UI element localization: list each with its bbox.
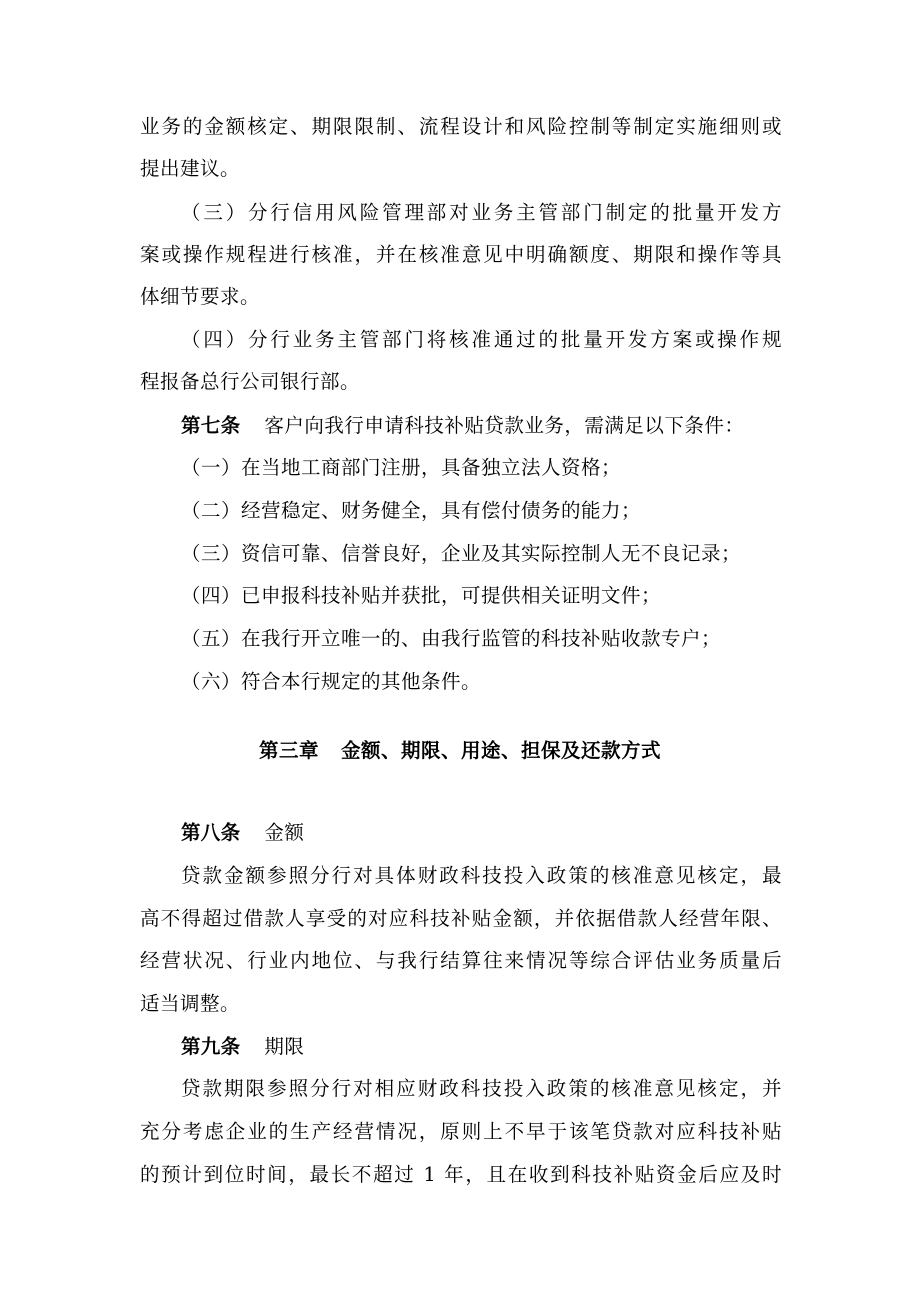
list-item: （一）在当地工商部门注册，具备独立法人资格； (181, 456, 622, 479)
chapter-heading (0, 737, 920, 765)
paragraph-line: 程报备总行公司银行部。 (140, 370, 361, 393)
paragraph-line: 提出建议。 (140, 157, 241, 180)
article-title: 期限 (264, 1035, 305, 1058)
list-item: （三）资信可靠、信誉良好，企业及其实际控制人无不良记录； (181, 542, 742, 565)
article-text: 客户向我行申请科技补贴贷款业务，需满足以下条件： (264, 414, 745, 437)
article-8-heading (181, 819, 304, 847)
article-label: 第九条 (181, 1035, 241, 1058)
list-item: （六）符合本行规定的其他条件。 (181, 670, 482, 693)
list-item: （四）已申报科技补贴并获批，可提供相关证明文件； (181, 584, 662, 607)
list-item: （二）经营稳定、财务健全，具有偿付债务的能力； (181, 499, 642, 522)
paragraph-line: 贷款金额参照分行对具体财政科技投入政策的核准意见核定，最 (181, 864, 782, 887)
chapter-title: 金额、期限、用途、担保及还款方式 (341, 739, 662, 762)
paragraph-line: 适当调整。 (140, 992, 241, 1015)
paragraph-line: 充分考虑企业的生产经营情况，原则上不早于该笔贷款对应科技补贴 (140, 1120, 782, 1143)
paragraph-line: （三）分行信用风险管理部对业务主管部门制定的批量开发方 (181, 201, 782, 224)
paragraph-line: 体细节要求。 (140, 285, 261, 308)
paragraph-line: 贷款期限参照分行对相应财政科技投入政策的核准意见核定，并 (181, 1077, 782, 1100)
article-title: 金额 (264, 821, 305, 844)
paragraph-line: 业务的金额核定、期限限制、流程设计和风险控制等制定实施细则或 (140, 115, 782, 138)
paragraph-line: 的预计到位时间，最长不超过 1 年，且在收到科技补贴资金后应及时 (140, 1163, 782, 1186)
paragraph-line: 案或操作规程进行核准，并在核准意见中明确额度、期限和操作等具 (140, 243, 782, 266)
list-item: （五）在我行开立唯一的、由我行监管的科技补贴收款专户； (181, 627, 722, 650)
article-label: 第八条 (181, 821, 241, 844)
chapter-label: 第三章 (258, 739, 319, 762)
article-9-heading (181, 1033, 304, 1061)
paragraph-line: 经营状况、行业内地位、与我行结算往来情况等综合评估业务质量后 (140, 949, 782, 972)
article-7-heading (181, 412, 744, 440)
article-label: 第七条 (181, 414, 241, 437)
paragraph-line: （四）分行业务主管部门将核准通过的批量开发方案或操作规 (181, 328, 782, 351)
paragraph-line: 高不得超过借款人享受的对应科技补贴金额，并依据借款人经营年限、 (140, 907, 782, 930)
